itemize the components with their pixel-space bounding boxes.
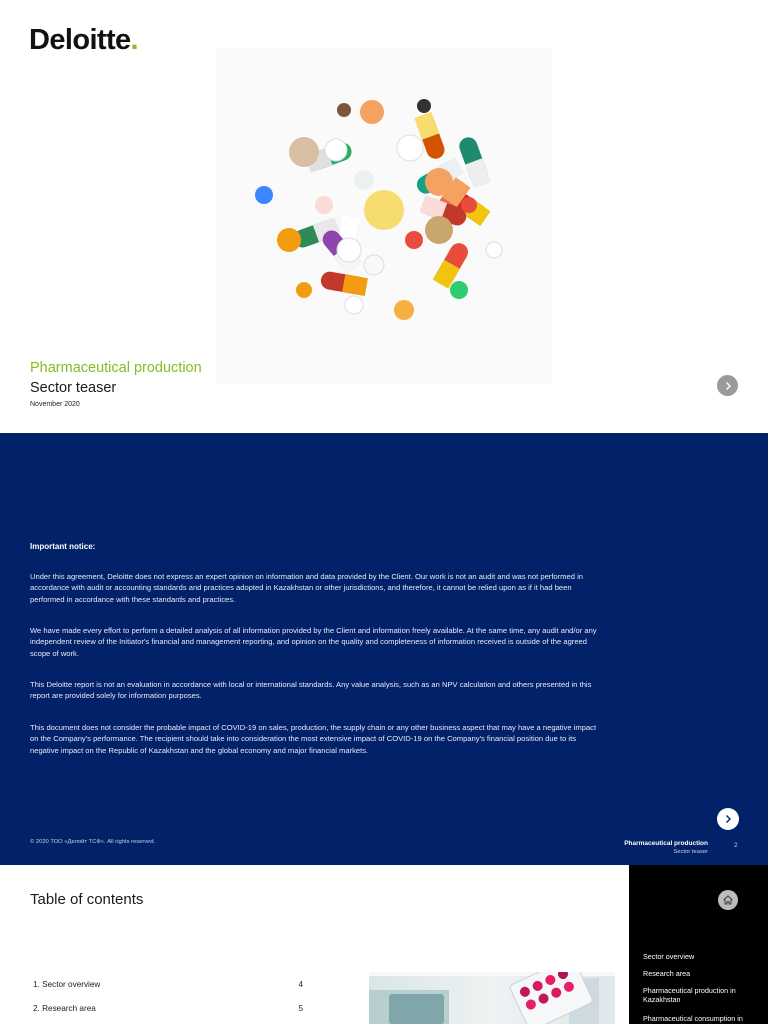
footer-subtitle: Sector teaser xyxy=(673,849,708,855)
lab-photo xyxy=(369,972,615,1024)
next-slide-button[interactable] xyxy=(717,808,739,830)
toc-row-label: 1. Sector overview xyxy=(33,980,101,989)
side-menu-item[interactable]: Pharmaceutical consumption in xyxy=(643,1014,743,1023)
deloitte-logo: Deloitte. xyxy=(29,24,139,56)
footer-title: Pharmaceutical production xyxy=(624,840,708,847)
notice-paragraph: We have made every effort to perform a detailed analysis of all information provided by the Client and information freely available. At the same time, any audit and/or any independent review of the Initiator's financial and management reporting, and opinion on the quality and completeness of information received is outside of the agreed scope of work. xyxy=(30,626,597,658)
toc-row[interactable] xyxy=(33,980,303,989)
home-button[interactable] xyxy=(718,890,738,910)
cover-title: Pharmaceutical production xyxy=(30,360,202,376)
notice-paragraph: Under this agreement, Deloitte does not express an expert opinion on information and data provided by the Client. Our work is not an audit and was not performed in accordance with audit or accounting standards and practices adopted in Kazakhstan or other jurisdictions, and therefore, it cannot be relied upon as if it had been performed in accordance with these standards and practices. xyxy=(30,572,583,604)
toc-title: Table of contents xyxy=(30,891,144,908)
chevron-right-icon xyxy=(723,381,733,391)
notice-slide xyxy=(0,433,768,865)
side-navigation xyxy=(629,865,768,1024)
cover-subtitle: Sector teaser xyxy=(30,380,117,396)
side-menu-item[interactable]: Research area xyxy=(643,969,691,978)
toc-row-label: 2. Research area xyxy=(33,1004,96,1013)
notice-paragraph: This document does not consider the probable impact of COVID-19 on sales, production, the supply chain or any other business aspect that may have a negative impact on the Company's performance. The recipient should take into consideration the most extensive impact of COVID-19 on the Company's financial position due to its negative impact on the Republic of Kazakhstan and the global economy and major financial markets. xyxy=(30,723,597,755)
toc-row[interactable] xyxy=(33,1004,303,1013)
notice-heading: Important notice: xyxy=(30,542,96,551)
cover-slide xyxy=(0,0,768,433)
side-menu-item[interactable]: Pharmaceutical production in Kazakhstan xyxy=(643,986,736,1004)
copyright-text: © 2020 ТОО «Делойт ТСФ». All rights reserved. xyxy=(30,839,156,845)
home-icon xyxy=(722,894,734,906)
page-number: 2 xyxy=(734,842,738,849)
side-menu-item[interactable]: Sector overview xyxy=(643,952,695,961)
next-slide-button[interactable] xyxy=(717,375,738,396)
toc-row-page: 4 xyxy=(298,980,303,989)
toc-slide xyxy=(0,865,768,1024)
notice-paragraph: This Deloitte report is not an evaluation in accordance with local or international standards. Any value analysis, such as an NPV calculation and others presented in this report are provided solely for information purposes. xyxy=(30,680,592,701)
cover-date: November 2020 xyxy=(30,401,80,408)
chevron-right-icon xyxy=(723,814,733,824)
toc-row-page: 5 xyxy=(298,1004,303,1013)
pills-photo xyxy=(216,48,552,384)
